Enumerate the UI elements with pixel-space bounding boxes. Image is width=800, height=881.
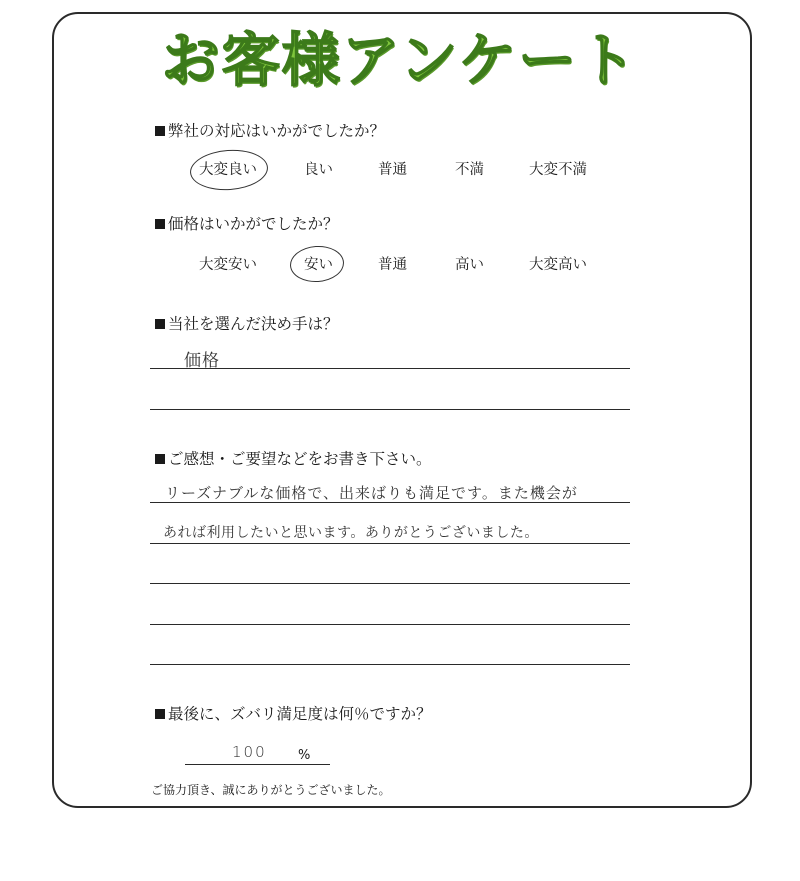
question-1 bbox=[155, 121, 385, 141]
question-5 bbox=[155, 704, 432, 724]
footer-thanks: ご協力頂き、誠にありがとうございました。 bbox=[151, 783, 391, 797]
question-3 bbox=[155, 314, 339, 334]
q4-answer-line-1-text[interactable]: リーズナブルな価格で、出来ばりも満足です。また機会が bbox=[165, 484, 578, 502]
survey-title: お客様アンケート bbox=[161, 26, 639, 94]
q4-answer-line-2-text[interactable]: あれば利用したいと思います。ありがとうございました。 bbox=[163, 525, 539, 541]
q2-option-5[interactable]: 大変高い bbox=[529, 257, 587, 273]
q2-option-2[interactable]: 安い bbox=[304, 257, 333, 273]
q1-option-5[interactable]: 大変不満 bbox=[529, 162, 587, 178]
q5-answer-line bbox=[185, 764, 330, 765]
question-1-label: 弊社の対応はいかがでしたか？ bbox=[168, 122, 386, 140]
square-bullet-icon bbox=[155, 454, 165, 464]
question-3-label: 当社を選んだ決め手は？ bbox=[168, 315, 339, 333]
question-5-label: 最後に、ズバリ満足度は何％ですか？ bbox=[168, 705, 432, 723]
q5-percent-unit: % bbox=[298, 748, 311, 763]
q4-answer-line-1 bbox=[150, 502, 630, 503]
q2-option-3[interactable]: 普通 bbox=[378, 257, 407, 273]
question-4-label: ご感想・ご要望などをお書き下さい。 bbox=[168, 450, 432, 468]
square-bullet-icon bbox=[155, 709, 165, 719]
q3-answer[interactable]: 価格 bbox=[184, 351, 220, 371]
q1-option-3[interactable]: 普通 bbox=[378, 162, 407, 178]
q2-option-4[interactable]: 高い bbox=[455, 257, 484, 273]
q5-answer[interactable]: 100 bbox=[232, 743, 267, 761]
question-2-label: 価格はいかがでしたか？ bbox=[168, 215, 339, 233]
q1-option-4[interactable]: 不満 bbox=[455, 162, 484, 178]
square-bullet-icon bbox=[155, 219, 165, 229]
question-2 bbox=[155, 214, 339, 234]
q3-answer-line-1 bbox=[150, 368, 630, 369]
q4-answer-line-2 bbox=[150, 543, 630, 544]
square-bullet-icon bbox=[155, 126, 165, 136]
q4-answer-line-5 bbox=[150, 664, 630, 665]
q1-option-2[interactable]: 良い bbox=[304, 162, 333, 178]
q2-option-1[interactable]: 大変安い bbox=[199, 257, 257, 273]
q4-answer-line-4 bbox=[150, 624, 630, 625]
q3-answer-line-2 bbox=[150, 409, 630, 410]
square-bullet-icon bbox=[155, 319, 165, 329]
question-4 bbox=[155, 449, 432, 469]
q4-answer-line-3 bbox=[150, 583, 630, 584]
q1-option-1[interactable]: 大変良い bbox=[199, 162, 257, 178]
